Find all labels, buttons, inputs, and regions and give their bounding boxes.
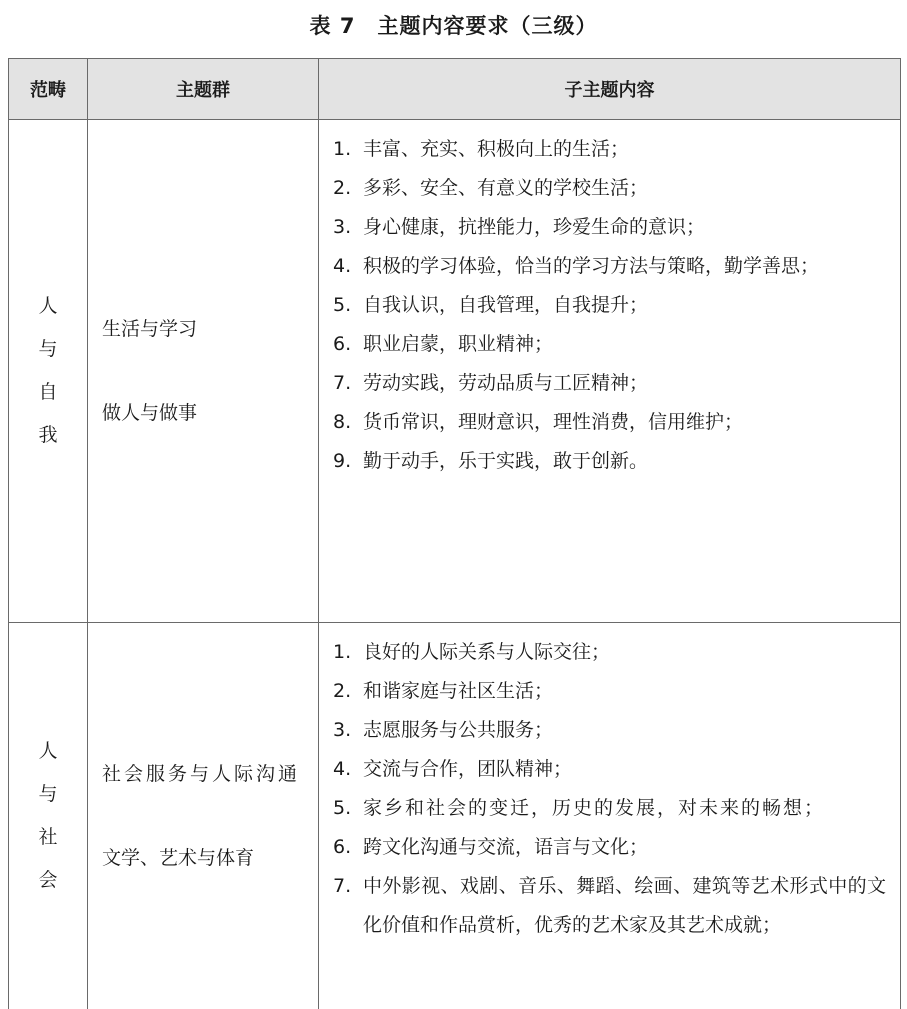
list-item: 6. 跨文化沟通与交流，语言与文化； [333,828,886,867]
list-item: 6. 职业启蒙，职业精神； [333,325,886,364]
list-item: 7. 中外影视、戏剧、音乐、舞蹈、绘画、建筑等艺术形式中的文化价值和作品赏析，优秀的艺术家及其艺术成就； [333,867,886,945]
category-char: 与 [9,328,87,371]
header-sub-theme: 子主题内容 [319,59,901,120]
list-item: 7. 劳动实践，劳动品质与工匠精神； [333,364,886,403]
table-title: 表 7 主题内容要求（三级） [0,4,907,48]
category-cell [9,623,88,1009]
list-item: 9. 勤于动手，乐于实践，敢于创新。 [333,442,886,481]
section-row-society [9,623,901,1009]
list-item: 1. 良好的人际关系与人际交往； [333,633,886,672]
category-char: 社 [9,816,87,859]
theme-group-cell [88,120,319,623]
theme-group: 文学、艺术与体育 [102,838,308,878]
list-item: 5. 家乡和社会的变迁，历史的发展，对未来的畅想； [333,789,886,828]
category-cell [9,120,88,623]
list-item: 2. 多彩、安全、有意义的学校生活； [333,169,886,208]
list-item: 8. 货币常识，理财意识，理性消费，信用维护； [333,403,886,442]
category-char: 会 [9,859,87,902]
sub-theme-cell [319,623,901,1009]
category-char: 与 [9,773,87,816]
list-item: 4. 交流与合作，团队精神； [333,750,886,789]
topic-table [8,58,901,1009]
category-char: 自 [9,371,87,414]
theme-group: 社会服务与人际沟通 [102,754,308,794]
theme-group: 生活与学习 [102,309,308,349]
sub-theme-cell [319,120,901,623]
list-item: 1. 丰富、充实、积极向上的生活； [333,130,886,169]
category-char: 我 [9,414,87,457]
header-theme-group: 主题群 [88,59,319,120]
header-category: 范畴 [9,59,88,120]
list-item: 3. 身心健康，抗挫能力，珍爱生命的意识； [333,208,886,247]
category-char: 人 [9,285,87,328]
list-item: 3. 志愿服务与公共服务； [333,711,886,750]
list-item: 2. 和谐家庭与社区生活； [333,672,886,711]
list-item: 5. 自我认识，自我管理，自我提升； [333,286,886,325]
header-row [9,59,901,120]
theme-group: 做人与做事 [102,393,308,433]
category-char: 人 [9,730,87,773]
section-row-self [9,120,901,623]
list-item: 4. 积极的学习体验，恰当的学习方法与策略，勤学善思； [333,247,886,286]
theme-group-cell [88,623,319,1009]
